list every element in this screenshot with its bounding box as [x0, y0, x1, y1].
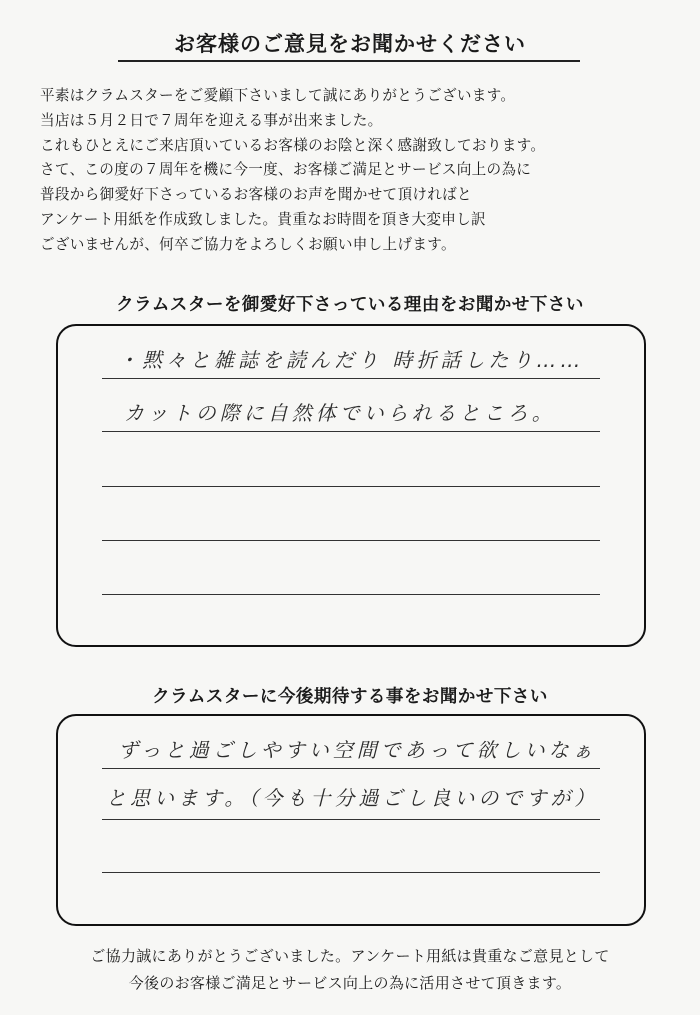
answer-ruled-line [102, 594, 600, 595]
question-1-answer-line-1: ・黙々と雑誌を読んだり 時折話したり…… [118, 348, 585, 372]
answer-ruled-line [102, 486, 600, 487]
question-1-answer-line-2: カットの際に自然体でいられるところ。 [124, 401, 556, 425]
question-2-answer-line-1: ずっと過ごしやすい空間であって欲しいなぁ [118, 738, 597, 762]
intro-line: 平素はクラムスターをご愛顧下さいまして誠にありがとうございます。 [40, 87, 516, 104]
answer-ruled-line [102, 819, 600, 820]
answer-ruled-line [102, 378, 600, 379]
intro-line: ございませんが、何卒ご協力をよろしくお願い申し上げます。 [40, 235, 456, 253]
title-underline [118, 60, 580, 62]
answer-ruled-line [102, 872, 600, 873]
question-2-heading: クラムスターに今後期待する事をお聞かせ下さい [152, 687, 548, 707]
intro-line: アンケート用紙を作成致しました。貴重なお時間を頂き大変申し訳 [40, 210, 486, 228]
question-2-answer-line-2: と思います。（今も十分過ごし良いのですが） [106, 786, 599, 810]
intro-line: これもひとえにご来店頂いているお客様のお陰と深く感謝致しております。 [40, 136, 546, 154]
question-1-heading: クラムスターを御愛好下さっている理由をお聞かせ下さい [116, 295, 584, 315]
footer-thanks [0, 943, 700, 997]
answer-ruled-line [102, 540, 600, 541]
answer-ruled-line [102, 768, 600, 769]
intro-line: さて、この度の７周年を機に今一度、お客様ご満足とサービス向上の為に [40, 161, 532, 179]
footer-line: 今後のお客様ご満足とサービス向上の為に活用させて頂きます。 [128, 974, 572, 992]
page-title: お客様のご意見をお聞かせください [174, 32, 526, 56]
intro-line: 当店は５月２日で７周年を迎える事が出来ました。 [40, 111, 383, 129]
intro-line: 普段から御愛好下さっているお客様のお声を聞かせて頂ければと [40, 186, 472, 204]
answer-ruled-line [102, 431, 600, 432]
intro-paragraph [40, 84, 670, 258]
footer-line: ご協力誠にありがとうございました。アンケート用紙は貴重なご意見として [90, 947, 610, 965]
